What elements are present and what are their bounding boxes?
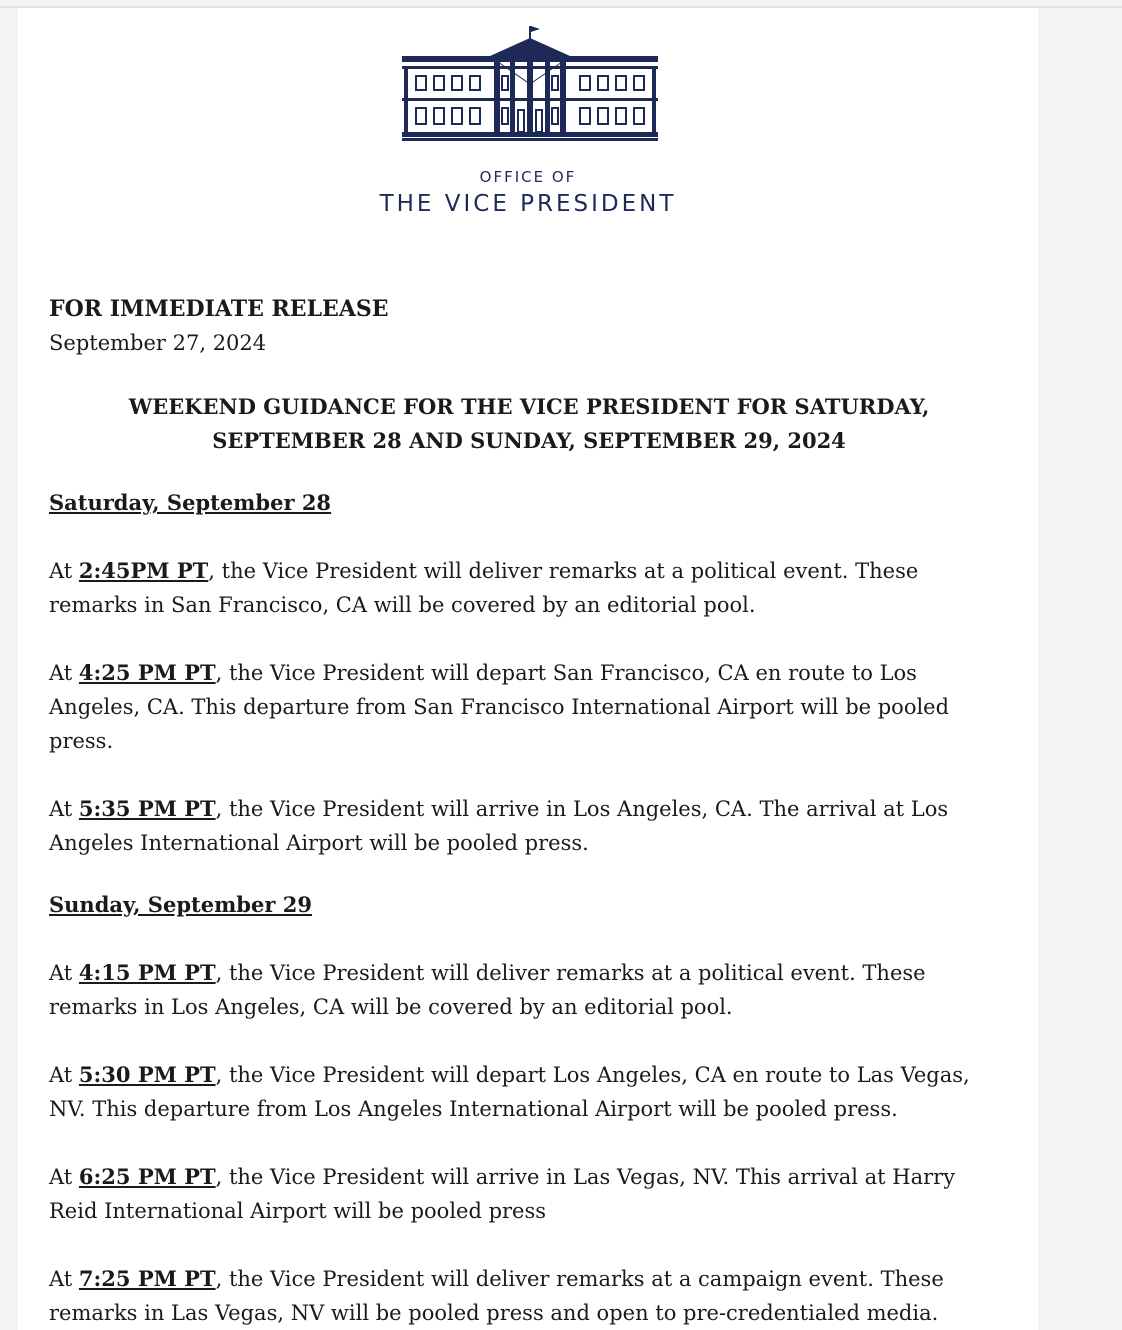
event-prefix: At (49, 1063, 79, 1087)
event-text: , the Vice President will depart Los Angeles, CA en route to Las Vegas, NV. This departure from Los Angeles International Airport will be pooled press. (49, 1063, 970, 1121)
event-item (49, 1160, 1009, 1228)
release-body (49, 292, 1009, 1330)
event-item (49, 956, 1009, 1024)
event-item (49, 1058, 1009, 1126)
event-text: , the Vice President will depart San Francisco, CA en route to Los Angeles, CA. This departure from San Francisco International Airport will be pooled press. (49, 661, 950, 753)
event-item (49, 656, 1009, 758)
event-prefix: At (49, 797, 79, 821)
event-item (49, 554, 1009, 622)
event-prefix: At (49, 559, 79, 583)
event-time: 2:45PM PT (78, 558, 209, 583)
day-heading-sunday: Sunday, September 29 (49, 892, 312, 917)
event-time: 4:25 PM PT (78, 660, 216, 685)
event-prefix: At (49, 1165, 79, 1189)
press-release-document (18, 8, 1038, 1330)
headline-line-2: SEPTEMBER 28 AND SUNDAY, SEPTEMBER 29, 2024 (212, 428, 846, 453)
headline-line-1: WEEKEND GUIDANCE FOR THE VICE PRESIDENT FOR SATURDAY, (128, 394, 930, 419)
event-time: 4:15 PM PT (78, 960, 216, 985)
event-time: 5:35 PM PT (78, 796, 216, 821)
event-time: 5:30 PM PT (78, 1062, 216, 1087)
event-item (49, 792, 1009, 860)
event-text: , the Vice President will deliver remarks at a political event. These remarks in San Francisco, CA will be covered by an editorial pool. (49, 559, 919, 617)
event-text: , the Vice President will deliver remarks at a campaign event. These remarks in Las Vegas, NV will be pooled press and open to pre-credentialed media. (49, 1267, 944, 1325)
release-date: September 27, 2024 (49, 331, 267, 355)
release-label: FOR IMMEDIATE RELEASE (49, 296, 389, 322)
event-text: , the Vice President will arrive in Las Vegas, NV. This arrival at Harry Reid International Airport will be pooled press (49, 1165, 956, 1223)
event-text: , the Vice President will deliver remarks at a political event. These remarks in Los Angeles, CA will be covered by an editorial pool. (49, 961, 926, 1019)
office-of-label: OFFICE OF (479, 168, 577, 186)
event-prefix: At (49, 961, 79, 985)
office-name-label: THE VICE PRESIDENT (379, 191, 677, 217)
event-time: 7:25 PM PT (78, 1266, 216, 1291)
release-headline (49, 390, 1009, 458)
event-prefix: At (49, 1267, 79, 1291)
event-text: , the Vice President will arrive in Los Angeles, CA. The arrival at Los Angeles International Airport will be pooled press. (49, 797, 949, 855)
event-time: 6:25 PM PT (78, 1164, 216, 1189)
day-heading-saturday: Saturday, September 28 (49, 490, 332, 515)
event-prefix: At (49, 661, 79, 685)
white-house-icon (402, 26, 658, 141)
event-item (49, 1262, 1009, 1330)
